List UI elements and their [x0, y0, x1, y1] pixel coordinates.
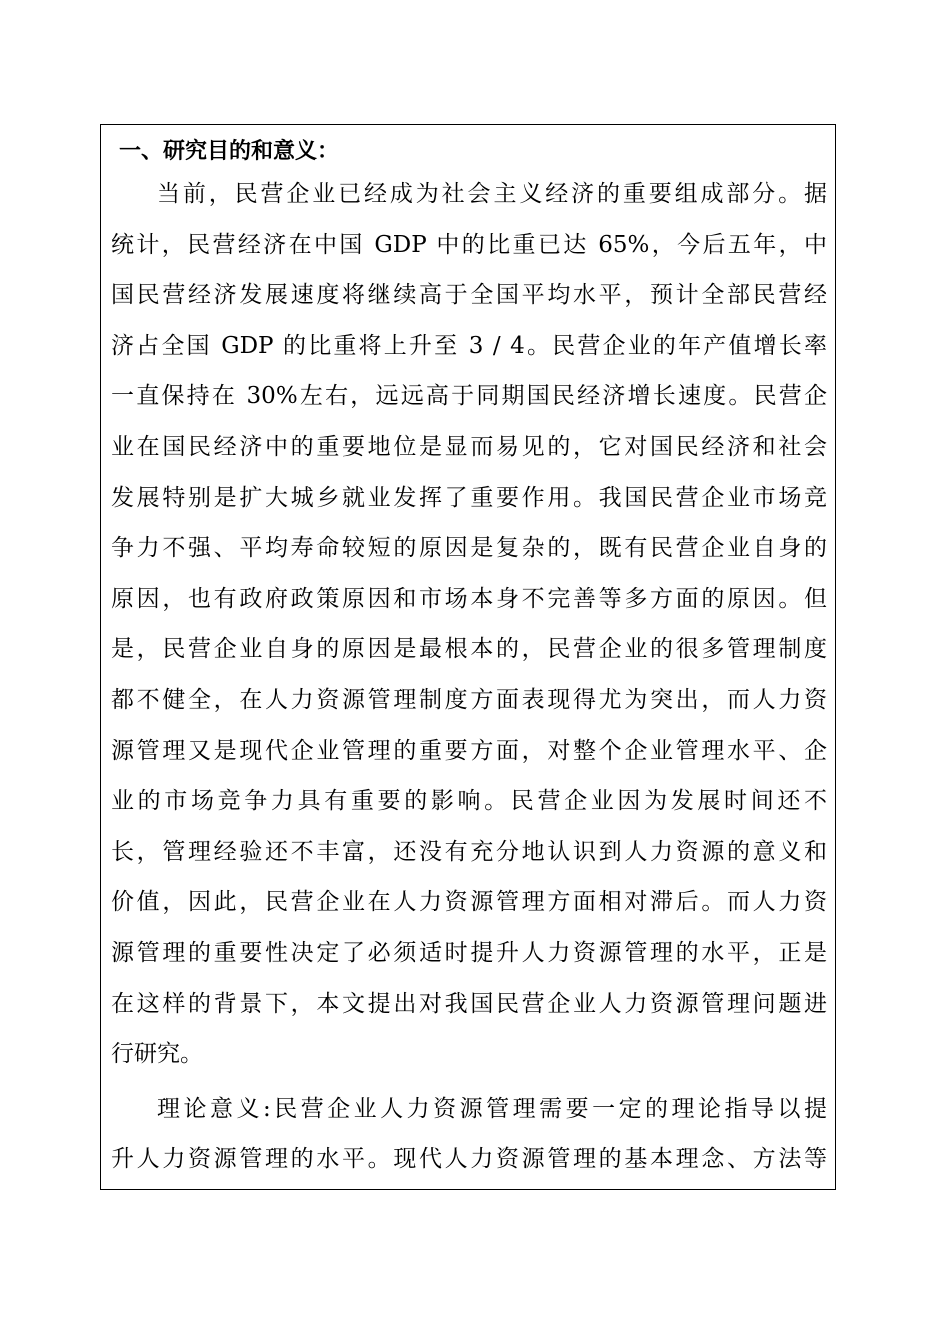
text-line: 业的市场竞争力具有重要的影响。民营企业因为发展时间还不 [111, 788, 827, 815]
document-content [111, 137, 827, 1185]
text-line: 都不健全，在人力资源管理制度方面表现得尤为突出，而人力资 [111, 686, 827, 713]
text-line: 源管理的重要性决定了必须适时提升人力资源管理的水平，正是 [111, 939, 827, 966]
text-line: 争力不强、平均寿命较短的原因是复杂的，既有民营企业自身的 [111, 535, 827, 562]
text-line: 国民营经济发展速度将继续高于全国平均水平，预计全部民营经 [111, 282, 827, 309]
paragraph-theory [111, 1084, 827, 1185]
text-line: 升人力资源管理的水平。现代人力资源管理的基本理念、方法等 [111, 1146, 827, 1173]
text-line: 业在国民经济中的重要地位是显而易见的，它对国民经济和社会 [111, 433, 827, 460]
text-line: 理论意义:民营企业人力资源管理需要一定的理论指导以提 [157, 1095, 827, 1122]
text-line: 行研究。 [111, 1041, 203, 1068]
text-line: 济占全国 GDP 的比重将上升至 3 / 4。民营企业的年产值增长率 [111, 332, 827, 359]
text-line: 统计，民营经济在中国 GDP 中的比重已达 65%，今后五年，中 [111, 231, 827, 258]
text-line: 一直保持在 30%左右，远远高于同期国民经济增长速度。民营企 [111, 383, 827, 410]
text-line: 当前，民营企业已经成为社会主义经济的重要组成部分。据 [157, 181, 827, 207]
text-line: 价值，因此，民营企业在人力资源管理方面相对滞后。而人力资 [111, 889, 827, 916]
text-line: 源管理又是现代企业管理的重要方面，对整个企业管理水平、企 [111, 737, 827, 764]
text-line: 长，管理经验还不丰富，还没有充分地认识到人力资源的意义和 [111, 838, 827, 865]
paragraph-background [111, 169, 827, 1080]
section-heading: 一、研究目的和意义： [119, 139, 340, 164]
text-line: 原因，也有政府政策原因和市场本身不完善等多方面的原因。但 [111, 585, 827, 612]
text-line: 发展特别是扩大城乡就业发挥了重要作用。我国民营企业市场竞 [111, 484, 827, 511]
text-line: 在这样的背景下，本文提出对我国民营企业人力资源管理问题进 [111, 990, 827, 1017]
text-line: 是，民营企业自身的原因是最根本的，民营企业的很多管理制度 [111, 636, 827, 663]
document-frame [100, 124, 836, 1190]
